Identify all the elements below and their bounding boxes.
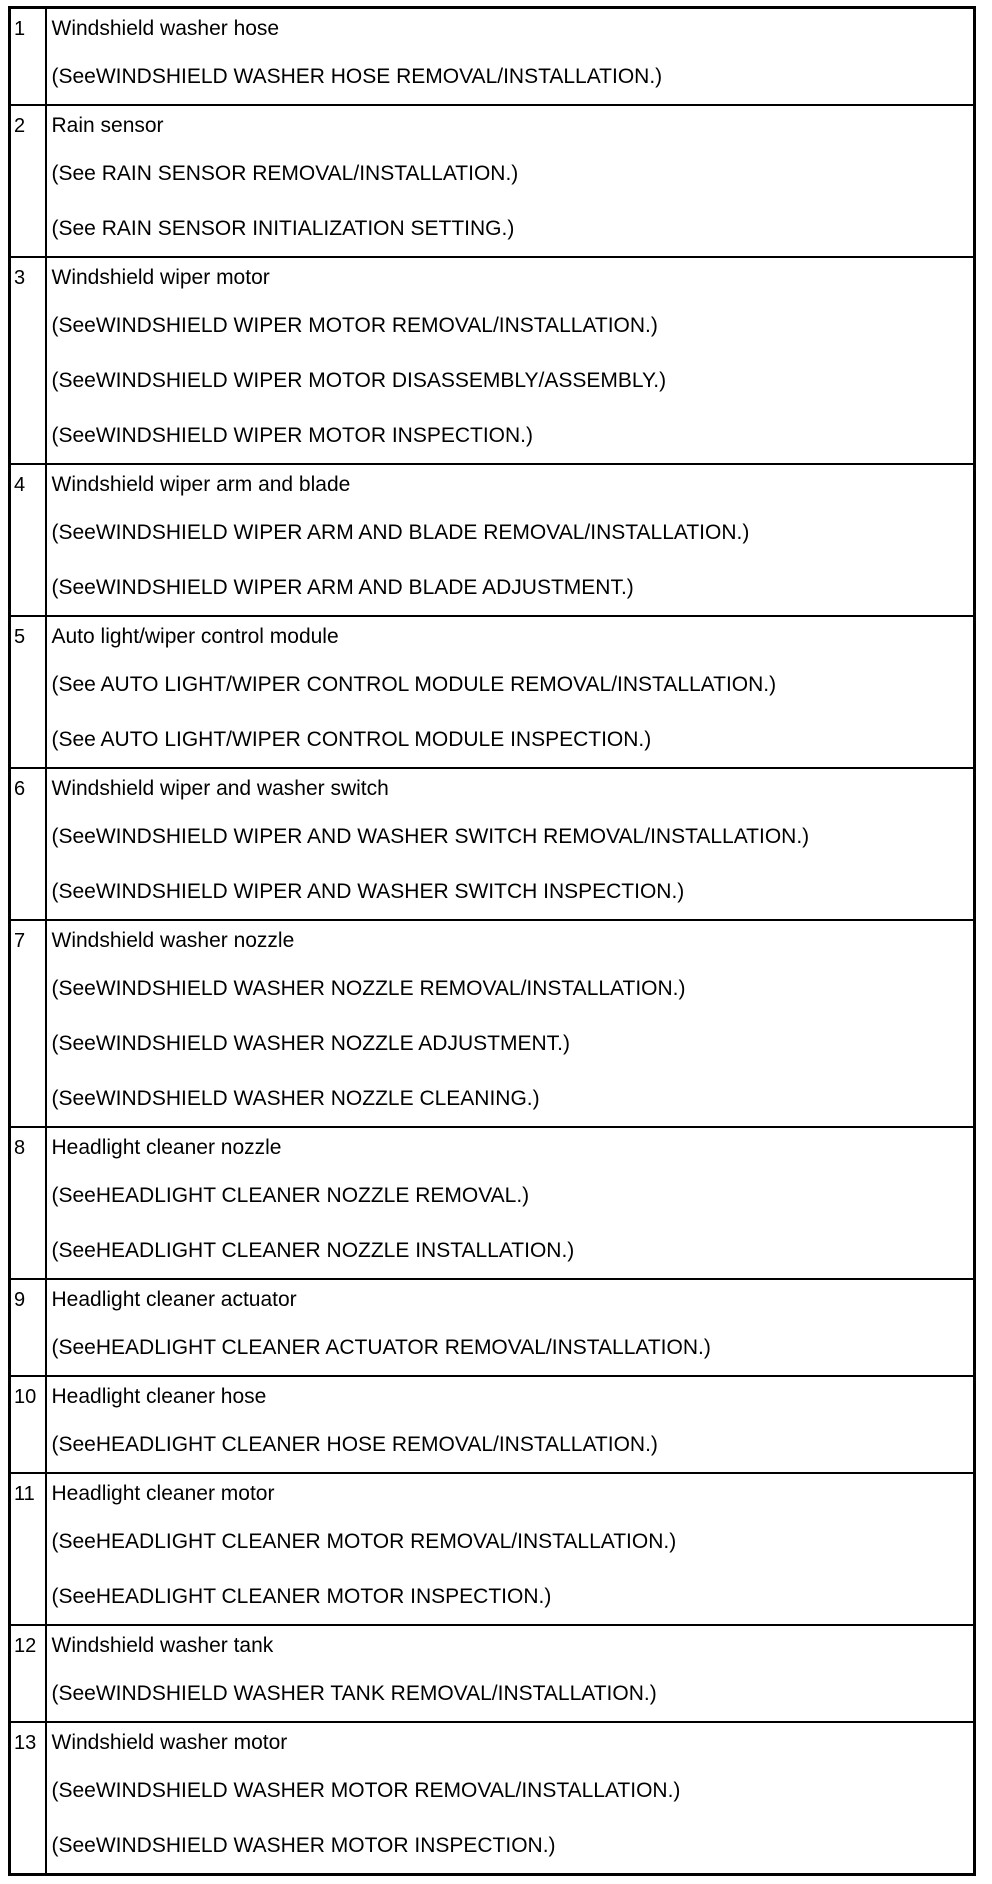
table-row	[10, 616, 975, 768]
table-row	[10, 257, 975, 464]
procedure-reference: (SeeWINDSHIELD WIPER AND WASHER SWITCH REMOVAL/INSTALLATION.)	[51, 825, 810, 848]
procedure-reference: (See AUTO LIGHT/WIPER CONTROL MODULE INSPECTION.)	[51, 728, 652, 751]
procedure-reference: (See RAIN SENSOR INITIALIZATION SETTING.)	[51, 217, 515, 240]
procedure-reference: (SeeWINDSHIELD WASHER MOTOR INSPECTION.)	[51, 1834, 556, 1857]
item-title: Headlight cleaner nozzle	[51, 1136, 282, 1159]
procedure-reference: (SeeHEADLIGHT CLEANER HOSE REMOVAL/INSTALLATION.)	[51, 1433, 658, 1456]
item-title: Windshield wiper and washer switch	[51, 777, 389, 800]
item-number: 9	[10, 1279, 46, 1376]
procedure-reference: (SeeWINDSHIELD WASHER NOZZLE CLEANING.)	[51, 1087, 540, 1110]
item-number: 3	[10, 257, 46, 464]
procedure-reference: (SeeWINDSHIELD WASHER MOTOR REMOVAL/INSTALLATION.)	[51, 1779, 681, 1802]
procedure-reference: (SeeWINDSHIELD WASHER TANK REMOVAL/INSTALLATION.)	[51, 1682, 657, 1705]
table-row	[10, 1625, 975, 1722]
procedure-reference: (See RAIN SENSOR REMOVAL/INSTALLATION.)	[51, 162, 519, 185]
item-number: 12	[10, 1625, 46, 1722]
table-row	[10, 8, 975, 106]
procedure-reference: (SeeWINDSHIELD WIPER AND WASHER SWITCH INSPECTION.)	[51, 880, 685, 903]
item-description	[46, 1625, 975, 1722]
table-row	[10, 920, 975, 1127]
table-row	[10, 1279, 975, 1376]
item-number: 7	[10, 920, 46, 1127]
table-body	[10, 8, 975, 1875]
item-number: 4	[10, 464, 46, 616]
item-number: 10	[10, 1376, 46, 1473]
procedure-reference: (SeeWINDSHIELD WIPER MOTOR REMOVAL/INSTALLATION.)	[51, 314, 658, 337]
item-title: Windshield washer tank	[51, 1634, 274, 1657]
item-title: Windshield washer motor	[51, 1731, 288, 1754]
item-title: Rain sensor	[51, 114, 164, 137]
procedure-reference: (SeeWINDSHIELD WASHER HOSE REMOVAL/INSTALLATION.)	[51, 65, 663, 88]
item-description	[46, 1127, 975, 1279]
procedure-reference: (See AUTO LIGHT/WIPER CONTROL MODULE REMOVAL/INSTALLATION.)	[51, 673, 777, 696]
item-title: Headlight cleaner hose	[51, 1385, 267, 1408]
item-description	[46, 1376, 975, 1473]
item-number: 11	[10, 1473, 46, 1625]
item-title: Windshield wiper motor	[51, 266, 270, 289]
item-title: Auto light/wiper control module	[51, 625, 339, 648]
table-row	[10, 768, 975, 920]
item-number: 13	[10, 1722, 46, 1875]
table-row	[10, 1473, 975, 1625]
item-description	[46, 920, 975, 1127]
item-description	[46, 616, 975, 768]
item-description	[46, 105, 975, 257]
item-description	[46, 464, 975, 616]
item-description	[46, 1473, 975, 1625]
procedure-reference: (SeeHEADLIGHT CLEANER MOTOR REMOVAL/INSTALLATION.)	[51, 1530, 677, 1553]
procedure-reference: (SeeWINDSHIELD WASHER NOZZLE ADJUSTMENT.)	[51, 1032, 570, 1055]
table-row	[10, 105, 975, 257]
item-number: 6	[10, 768, 46, 920]
item-title: Windshield wiper arm and blade	[51, 473, 351, 496]
item-number: 5	[10, 616, 46, 768]
item-description	[46, 1722, 975, 1875]
item-description	[46, 1279, 975, 1376]
table-row	[10, 1722, 975, 1875]
procedure-reference: (SeeWINDSHIELD WIPER ARM AND BLADE ADJUSTMENT.)	[51, 576, 634, 599]
procedure-reference: (SeeHEADLIGHT CLEANER ACTUATOR REMOVAL/INSTALLATION.)	[51, 1336, 711, 1359]
item-title: Windshield washer nozzle	[51, 929, 295, 952]
parts-reference-table	[8, 6, 976, 1876]
item-title: Windshield washer hose	[51, 17, 280, 40]
procedure-reference: (SeeWINDSHIELD WIPER MOTOR DISASSEMBLY/ASSEMBLY.)	[51, 369, 667, 392]
procedure-reference: (SeeWINDSHIELD WASHER NOZZLE REMOVAL/INSTALLATION.)	[51, 977, 686, 1000]
procedure-reference: (SeeHEADLIGHT CLEANER MOTOR INSPECTION.)	[51, 1585, 552, 1608]
item-title: Headlight cleaner actuator	[51, 1288, 297, 1311]
item-number: 8	[10, 1127, 46, 1279]
item-description	[46, 8, 975, 106]
table-row	[10, 1127, 975, 1279]
procedure-reference: (SeeHEADLIGHT CLEANER NOZZLE REMOVAL.)	[51, 1184, 530, 1207]
item-number: 1	[10, 8, 46, 106]
procedure-reference: (SeeHEADLIGHT CLEANER NOZZLE INSTALLATION.)	[51, 1239, 575, 1262]
item-number: 2	[10, 105, 46, 257]
procedure-reference: (SeeWINDSHIELD WIPER MOTOR INSPECTION.)	[51, 424, 533, 447]
table-row	[10, 1376, 975, 1473]
item-description	[46, 257, 975, 464]
item-description	[46, 768, 975, 920]
item-title: Headlight cleaner motor	[51, 1482, 275, 1505]
table-row	[10, 464, 975, 616]
procedure-reference: (SeeWINDSHIELD WIPER ARM AND BLADE REMOVAL/INSTALLATION.)	[51, 521, 750, 544]
